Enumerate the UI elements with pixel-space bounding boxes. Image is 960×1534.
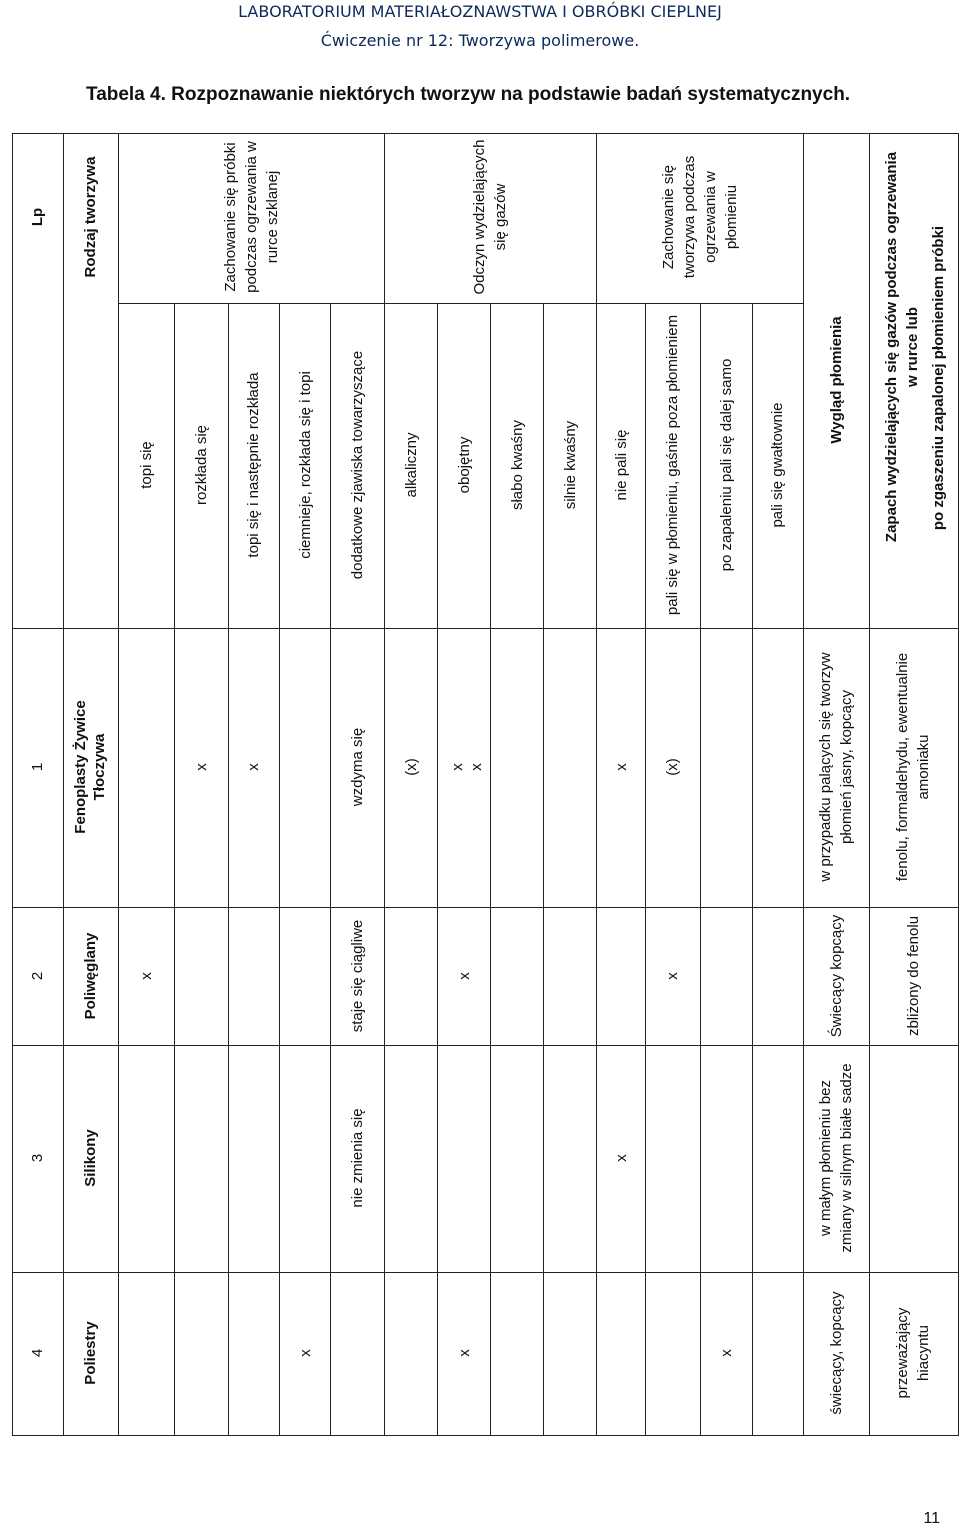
table-divider [752,303,753,1435]
cell-1-alkaliczny: (x) [402,758,420,776]
cell-4-wyglad: świecący, kopcący [827,1291,845,1415]
row-label-pali-gasnie: pali się w płomieniu, gaśnie poza płomieniem [663,314,681,616]
table-divider [645,303,646,1435]
table-divider [384,133,385,1435]
lp-4: 4 [28,1348,46,1358]
row-label-obojetny: obojętny [455,436,473,494]
row-label-po-zapaleniu: po zapaleniu pali się dalej samo [717,358,735,572]
table-divider [437,303,438,1435]
cell-3-zapach [883,1056,943,1261]
material-name-1: Fenoplasty Żywice Tłoczywa [72,700,108,834]
cell-4-ciemnieje: x [296,1349,314,1357]
wyglad-label: Wygląd płomienia [827,316,845,444]
cell-4-po-zapaleniu: x [717,1349,735,1357]
cell-2-pali-gasnie: x [663,972,681,980]
material-name-3: Silikony [81,1129,99,1187]
group-rurka-label: Zachowanie się próbki podczas ogrzewania w rurce szklanej [221,141,281,293]
row-label-silnie-kwasny: silnie kwaśny [561,420,579,510]
lp-1: 1 [28,762,46,772]
lp-3: 3 [28,1153,46,1163]
cell-1-topi-rozklada: x [244,763,262,771]
cell-2-zapach: zbliżony do fenolu [904,915,922,1037]
cell-1-dodatkowe: wzdyma się [348,727,366,807]
page-number: 11 [923,1510,940,1527]
row-label-ciemnieje: ciemnieje, rozkłada się i topi [296,371,314,559]
table-border [12,133,13,1435]
zapach-label-line2: po zgaszeniu zapalonej płomieniem próbki [929,225,947,531]
table-divider [118,303,803,304]
cell-1-nie-pali: x [612,763,630,771]
row-label-topi-rozklada: topi się i następnie rozkłada [244,372,262,558]
table-divider [12,907,959,908]
table-divider [174,303,175,1435]
zapach-label-line1: Zapach wydzielających się gazów podczas ogrzewania w rurce lub [883,151,921,543]
cell-3-dodatkowe: nie zmienia się [348,1108,366,1208]
table-caption: Tabela 4. Rozpoznawanie niektórych tworzyw na podstawie badań systematycznych. [86,84,851,105]
table-divider [279,303,280,1435]
cell-2-obojetny: x [455,972,473,980]
table-border [12,133,959,134]
row-label-slabo-kwasny: słabo kwaśny [508,419,526,511]
cell-1-rozklada: x [192,763,210,771]
cell-4-zapach: przeważający hiacyntu [894,1307,932,1399]
table-divider [596,133,597,1435]
group-odczyn-label: Odczyn wydzielających się gazów [471,139,509,295]
cell-2-topi: x [137,972,155,980]
table-divider [118,133,119,1435]
table-divider [543,303,544,1435]
row-label-topi: topi się [137,441,155,489]
table-divider [700,303,701,1435]
cell-3-wyglad: w małym płomieniu bez zmiany w silnym białe sadze [817,1063,855,1253]
cell-4-obojetny: x [455,1349,473,1357]
table-divider [869,133,870,1435]
cell-1-slabo: x [467,763,485,771]
row-label-nie-pali: nie pali się [612,429,630,501]
group-plomien-label: Zachowanie się tworzywa podczas ogrzewania w płomieniu [660,155,740,279]
cell-2-wyglad: Świecący kopcący [827,914,845,1038]
cell-1-obojetny: x [448,763,466,771]
lp-label: Lp [28,207,46,227]
row-label-rozklada: rozkłada się [192,424,210,506]
cell-3-nie-pali: x [612,1154,630,1162]
cell-1-pali-gasnie: (x) [663,758,681,776]
row-label-alkaliczny: alkaliczny [402,432,420,498]
table-divider [12,628,959,629]
header-lab-title: LABORATORIUM MATERIAŁOZNAWSTWA I OBRÓBKI CIEPLNEJ [238,2,722,21]
material-name-4: Poliestry [81,1321,99,1385]
cell-1-zapach: fenolu, formaldehydu, ewentualnie amoniaku [894,652,932,882]
table-border [958,133,959,1435]
row-label-gwaltownie: pali się gwałtownie [768,402,786,528]
table-divider [12,1045,959,1046]
table-divider [490,303,491,1435]
row-label-dodatkowe: dodatkowe zjawiska towarzyszące [348,350,366,580]
rodzaj-label: Rodzaj tworzywa [81,156,99,278]
material-name-2: Poliwęglany [81,932,99,1020]
table-border [12,1435,959,1436]
cell-2-dodatkowe: staje się ciągliwe [348,919,366,1033]
table-divider [228,303,229,1435]
table-divider [330,303,331,1435]
header-exercise-title: Ćwiczenie nr 12: Tworzywa polimerowe. [320,31,640,50]
cell-1-wyglad: w przypadku palących się tworzyw płomień jasny, kopcący [817,652,855,882]
lp-2: 2 [28,971,46,981]
